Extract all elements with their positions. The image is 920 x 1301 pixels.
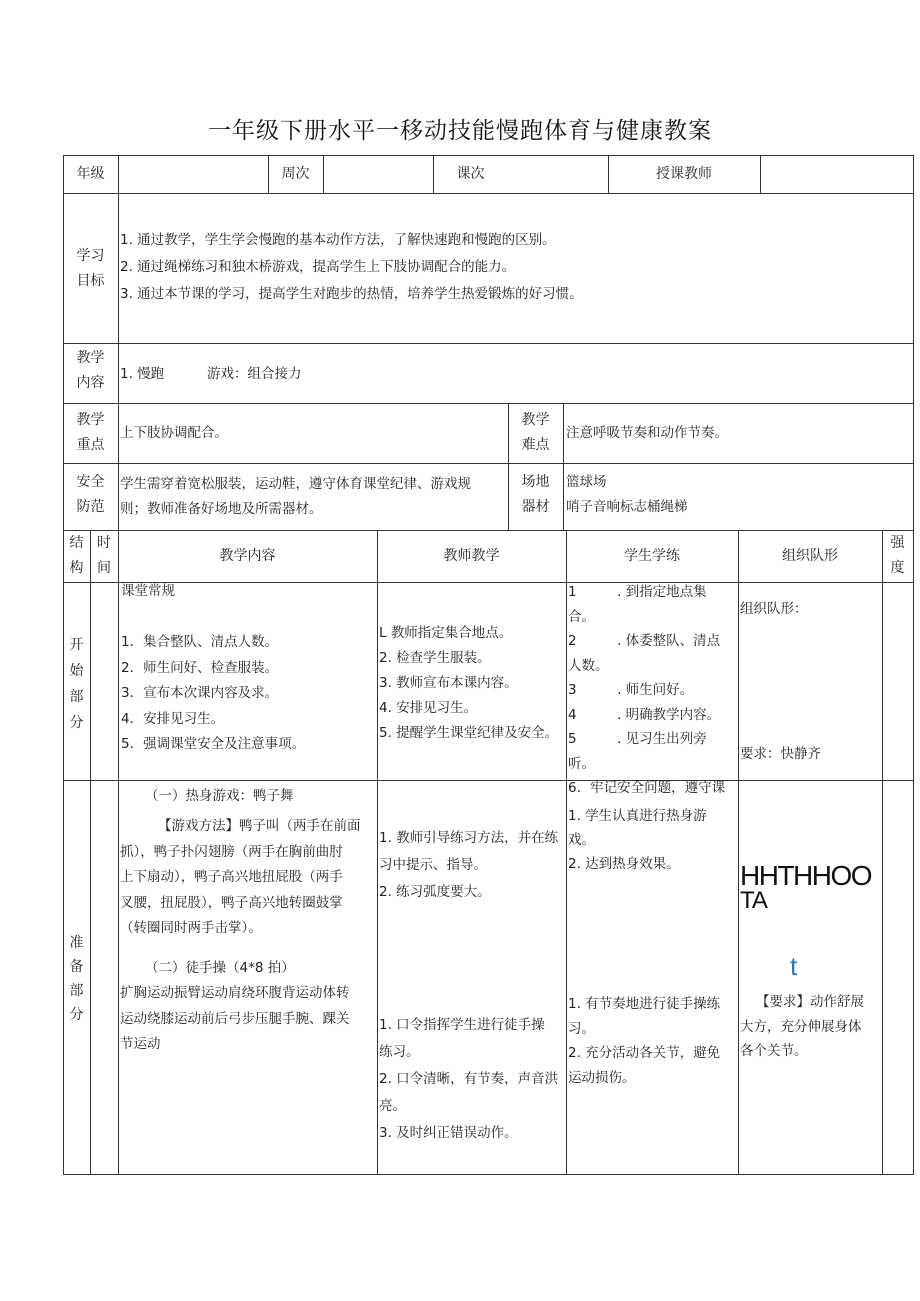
list-item: L 教师指定集合地点。 [379,625,513,641]
column-time: 时 间 [97,535,111,576]
list-item: 听。 [568,755,595,772]
table-border [760,155,761,193]
list-item: 习。 [568,1020,595,1037]
prep-game-description: 【游戏方法】鸭子叫（两手在前面 抓），鸭子扑闪翅膀（两手在胸前曲肘 上下扇动），鸭子高兴地扭屁股（两手 叉腰，扭屁股），鸭子高兴地转圈鼓掌 （转圈同时两手击掌）。 [120,818,361,936]
table-border [323,155,324,193]
list-item: 亮。 [379,1098,406,1114]
list-item: 1. 教师引导练习方法，并在练 [379,830,559,846]
table-border [63,463,914,464]
list-item: 6．牢记安全问题，遵守课 [568,780,726,796]
start-section-label: 开 始 部 分 [69,637,84,731]
list-item: 4．安排见习生。 [121,710,225,727]
table-border [563,403,564,530]
page-title: 一年级下册水平一移动技能慢跑体育与健康教案 [208,118,712,144]
table-border [63,582,914,583]
table-border [63,343,914,344]
list-item: 4 . 明确教学内容。 [568,706,721,723]
list-item: 3. 及时纠正错误动作。 [379,1125,518,1141]
table-border [63,403,914,404]
list-item: 习中提示、指导。 [379,857,487,873]
start-teacher-list [379,621,558,746]
key-points-text: 上下肢协调配合。 [120,425,228,441]
week-label: 周次 [281,166,310,182]
lesson-label: 课次 [456,166,485,182]
list-item: 3 . 师生问好。 [568,682,694,698]
list-item: 1. 学生认真进行热身游 [568,808,707,824]
list-item: 2．师生问好、检查服装。 [121,659,279,676]
difficulty-label: 教学 难点 [521,412,550,453]
table-border [63,1174,914,1175]
safety-text: 学生需穿着宽松服装，运动鞋，遵守体育课堂纪律、游戏规 则；教师准备好场地及所需器材。 [120,476,471,517]
venue-text: 篮球场 哨子音响标志桶绳梯 [566,474,688,515]
list-item: 5 . 见习生出列旁 [568,731,707,747]
key-points-label: 教学 重点 [76,412,105,453]
table-border [63,530,914,531]
prep-student-list-2 [568,992,720,1090]
column-content: 教学内容 [219,548,276,564]
safety-label: 安全 防范 [76,474,105,515]
table-border [566,530,567,1174]
table-border [913,155,914,1175]
list-item: 2 . 体委整队、清点 [568,633,721,649]
venue-label: 场地 器材 [521,474,550,515]
list-item: 人数。 [568,657,609,674]
list-item: 练习。 [379,1044,420,1060]
column-student: 学生学练 [624,548,680,564]
prep-exercise-description: 扩胸运动振臂运动肩绕环腹背运动体转 运动绕膝运动前后弓步压腿手腕、踝关 节运动 [120,985,350,1052]
start-student-list [568,580,736,796]
list-item: 1. 有节奏地进行徒手操练 [568,996,721,1012]
content-label: 教学 内容 [76,350,105,391]
formation-figure-text: TA [740,887,767,914]
table-border [118,530,119,1174]
formation-figure-mark: t [790,951,798,981]
list-item: 2. 通过绳梯练习和独木桥游戏，提高学生上下肢协调配合的能力。 [120,259,516,275]
grade-label: 年级 [76,166,105,182]
difficulty-text: 注意呼吸节奏和动作节奏。 [566,425,728,441]
list-item: 3．宣布本次课内容及求。 [121,685,279,701]
list-item: 2. 检查学生服装。 [379,650,491,666]
list-item: 4. 安排见习生。 [379,700,478,716]
start-formation-title: 组织队形： [740,601,808,617]
objectives-label: 学习 目标 [76,248,105,289]
formation-figure-text: HHTHHOO [740,860,872,891]
list-item: 2. 达到热身效果。 [568,856,680,872]
table-border [118,155,119,530]
teacher-label: 授课教师 [656,166,712,182]
list-item: 合。 [568,608,595,625]
start-formation-require: 要求：快静齐 [740,746,821,762]
list-item: 1 . 到指定地点集 [568,584,707,600]
list-item: 3. 教师宣布本课内容。 [379,675,518,691]
list-item: 2. 练习弧度要大。 [379,884,491,900]
table-border [738,530,739,1174]
column-teacher: 教师教学 [443,548,500,564]
table-border [882,530,883,1174]
prep-game-title: （一）热身游戏：鸭子舞 [145,788,294,804]
list-item: 1. 通过教学，学生学会慢跑的基本动作方法，了解快速跑和慢跑的区别。 [120,232,556,248]
list-item: 2. 充分活动各关节，避免 [568,1045,721,1061]
list-item: 5. 提醒学生课堂纪律及安全。 [379,725,559,741]
list-item: 1．集合整队、清点人数。 [121,634,279,650]
table-border [377,530,378,1174]
prep-section-label: 准 备 部 分 [69,935,84,1023]
table-border [90,530,91,1174]
table-border [63,155,914,156]
list-item: 3. 通过本节课的学习，提高学生对跑步的热情，培养学生热爱锻炼的好习惯。 [120,286,583,302]
list-item: 戏。 [568,832,595,848]
content-game: 游戏：组合接力 [207,366,302,382]
list-item: 运动损伤。 [568,1069,636,1086]
list-item: 2. 口令清晰，有节奏，声音洪 [379,1071,559,1087]
column-intensity: 强 度 [890,535,905,576]
prep-teacher-list-1 [379,825,558,906]
start-content-title: 课堂常规 [121,583,175,599]
prep-student-list-1 [568,804,707,876]
prep-exercise-title: （二）徒手操（4*8 拍） [145,960,295,976]
objectives-list [120,227,583,308]
prep-formation-requirements: 【要求】动作舒展 大方，充分伸展身体 各个关节。 [740,994,864,1059]
column-formation: 组织队形 [782,548,838,564]
list-item: 5．强调课堂安全及注意事项。 [121,736,306,752]
content-item: 1. 慢跑 [120,366,165,382]
table-border [63,193,914,194]
column-structure: 结 构 [69,535,84,576]
start-content-list [121,630,305,758]
table-border [63,780,914,781]
list-item: 1. 口令指挥学生进行徒手操 [379,1017,545,1033]
prep-teacher-list-2 [379,1012,558,1147]
